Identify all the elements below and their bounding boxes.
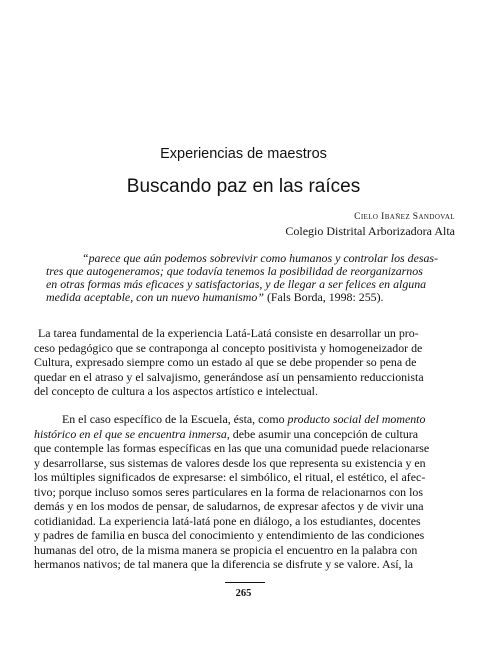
paragraph-line: humanas del otro, de la misma manera se propicia el encuentro en la palabra con bbox=[34, 542, 418, 557]
paragraph-line: quedar en el atraso y el salvajismo, generándose así un pensamiento reduccionista bbox=[34, 369, 424, 384]
quote-line-text: tres que autogeneramos; que todavía tenemos la posibilidad de reorganizarnos bbox=[46, 264, 423, 278]
article-title: Buscando paz en las raíces bbox=[126, 176, 361, 197]
paragraph-line: Cultura, expresado siempre como un estado al que se debe propender so pena de bbox=[34, 355, 417, 369]
body-paragraph-1 bbox=[34, 326, 456, 399]
epigraph-quote bbox=[46, 252, 455, 304]
paragraph-italic-text: producto social del momento bbox=[287, 412, 426, 426]
paragraph-line: los múltiples significados de expresarse: el simbólico, el ritual, el estético, el afec- bbox=[34, 470, 426, 484]
quote-line-text: medida aceptable, con un nuevo humanismo” bbox=[46, 290, 264, 304]
section-title: Experiencias de maestros bbox=[160, 146, 327, 162]
body-paragraph-2 bbox=[34, 412, 456, 572]
paragraph-line: tivo; porque incluso somos seres particulares en la forma de relacionarnos con los bbox=[34, 484, 423, 499]
paragraph-line: hermanos nativos; de tal manera que la diferencia se disfrute y se valore. Así, la bbox=[34, 557, 414, 571]
paragraph-line: La tarea fundamental de la experiencia Latá-Latá consiste en desarrollar un pro- bbox=[38, 326, 419, 340]
paragraph-line bbox=[34, 427, 456, 442]
paragraph-text: , debe asumir una concepción de cultura bbox=[226, 426, 419, 441]
quote-line bbox=[46, 291, 455, 304]
paragraph-line: que contemple las formas específicas en las que una comunidad puede relacionarse bbox=[34, 441, 430, 455]
author-affiliation: Colegio Distrital Arborizadora Alta bbox=[285, 224, 455, 238]
quote-citation: (Fals Borda, 1998: 255). bbox=[263, 290, 384, 304]
paragraph-line: y padres de familia en busca del conocimiento y entendimiento de las condiciones bbox=[34, 528, 425, 542]
paragraph-line: ceso pedagógico que se contraponga al concepto positivista y homogeneizador de bbox=[34, 340, 423, 355]
page-number: 265 bbox=[235, 588, 252, 599]
paragraph-line bbox=[34, 412, 456, 427]
paragraph-line: del concepto de cultura a los aspectos artístico e intelectual. bbox=[34, 384, 318, 398]
quote-line-text: en otras formas más eficaces y satisfactorias, y de llegar a ser felices en alguna bbox=[46, 277, 427, 291]
paragraph-text: En el caso específico de la Escuela, ésta, como bbox=[62, 412, 288, 426]
author-name: Cielo Ibañez Sandoval bbox=[354, 212, 455, 222]
paragraph-line: cotidianidad. La experiencia latá-latá pone en diálogo, a los estudiantes, docentes bbox=[34, 513, 421, 528]
quote-line-text: “parece que aún podemos sobrevivir como humanos y controlar los desas- bbox=[82, 251, 439, 265]
paragraph-line: demás y en los modos de pensar, de saludarnos, de expresar afectos y de vivir una bbox=[34, 499, 424, 513]
paragraph-italic-text: histórico en el que se encuentra inmersa bbox=[34, 426, 227, 441]
footer-rule bbox=[225, 582, 265, 583]
paragraph-line: y desarrollarse, sus sistemas de valores desde los que representa su existencia y en bbox=[34, 455, 426, 470]
